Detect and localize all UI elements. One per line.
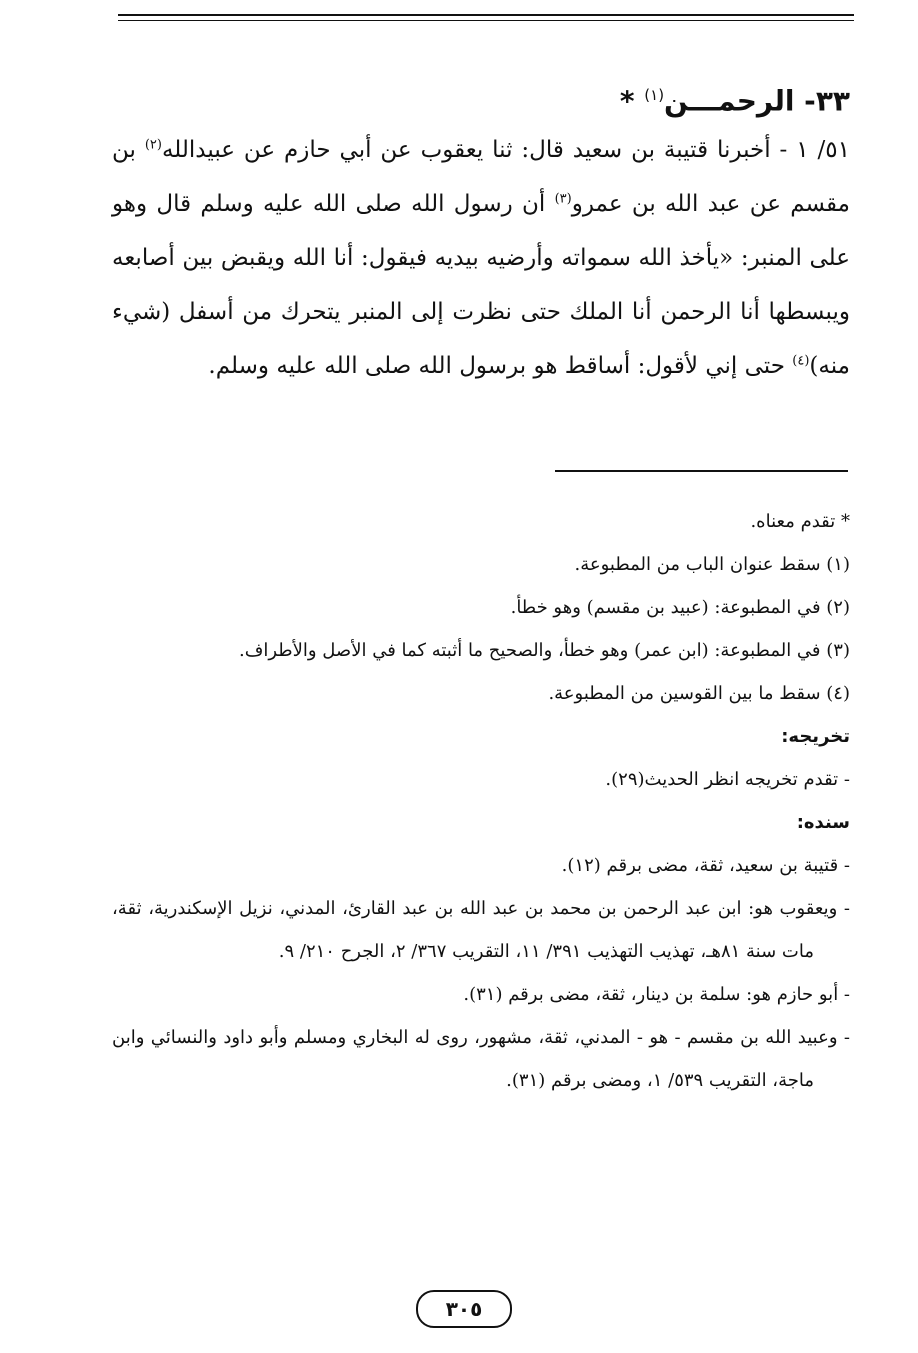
notes-block: [112, 500, 850, 1102]
sanad-heading: سنده:: [796, 812, 850, 833]
page-number: [416, 1290, 512, 1328]
page-number-text: ٣٠٥: [445, 1297, 483, 1321]
takhrij-heading: تخريجه:: [781, 726, 850, 747]
footnote-ref: (٢): [144, 137, 162, 153]
chapter-title-text: ٣٣- الرحمـــن: [664, 84, 850, 118]
footnote-ref: (٣): [554, 191, 572, 207]
hadith-segment: ٥١/ ١ - أخبرنا قتيبة بن سعيد قال: ثنا يعقوب عن أبي حازم عن عبيدالله: [161, 137, 850, 163]
hadith-text: [112, 123, 850, 393]
footnote-ref: (٤): [792, 353, 810, 369]
footnote-4: (٤) سقط ما بين القوسين من المطبوعة.: [548, 683, 850, 704]
sanad-item: - قتيبة بن سعيد، ثقة، مضى برقم (١٢).: [561, 855, 850, 876]
hadith-segment: بن مقسم عن عبد الله بن عمرو: [112, 137, 850, 217]
header-rule-thin: [118, 20, 854, 21]
footnote-1: (١) سقط عنوان الباب من المطبوعة.: [574, 554, 850, 575]
sanad-item: - وعبيد الله بن مقسم - هو - المدني، ثقة، مشهور، روى له البخاري ومسلم وأبو داود والنسائي وابن ماجة، التقريب ٥٣٩/ ١، ومضى برقم (٣١).: [112, 1027, 850, 1091]
hadith-segment: حتى إني لأقول: أساقط هو برسول الله صلى الله عليه وسلم.: [208, 353, 793, 379]
footnote-2: (٢) في المطبوعة: (عبيد بن مقسم) وهو خطأ.: [510, 597, 850, 618]
footnote-3: (٣) في المطبوعة: (ابن عمر) وهو خطأ، والصحيح ما أثبته كما في الأصل والأطراف.: [238, 640, 850, 661]
header-rule: [118, 14, 854, 16]
chapter-title-asterisk: *: [619, 84, 645, 118]
sanad-item: - ويعقوب هو: ابن عبد الرحمن بن محمد بن عبد الله بن عبد القارئ، المدني، نزيل الإسكندرية، ثقة، مات سنة ٨١هـ، تهذيب التهذيب ٣٩١/ ١١، التقريب ٣٦٧/ ٢، الجرح ٢١٠/ ٩.: [112, 898, 850, 962]
footnote-star: * تقدم معناه.: [750, 511, 850, 532]
footnote-separator: [555, 470, 848, 472]
chapter-title-footnote-ref: (١): [644, 86, 665, 104]
chapter-title: [150, 70, 850, 126]
hadith-segment: أن رسول الله صلى الله عليه وسلم قال وهو على المنبر: «يأخذ الله سمواته وأرضيه بيديه فيقول: أنا الله ويقبض بين أصابعه ويبسطها أنا الرحمن أنا الملك حتى نظرت إلى المنبر يتحرك من أسفل (شيء منه): [112, 191, 850, 379]
takhrij-text: - تقدم تخريجه انظر الحديث(٢٩).: [605, 769, 850, 790]
sanad-item: - أبو حازم هو: سلمة بن دينار، ثقة، مضى برقم (٣١).: [463, 984, 850, 1005]
